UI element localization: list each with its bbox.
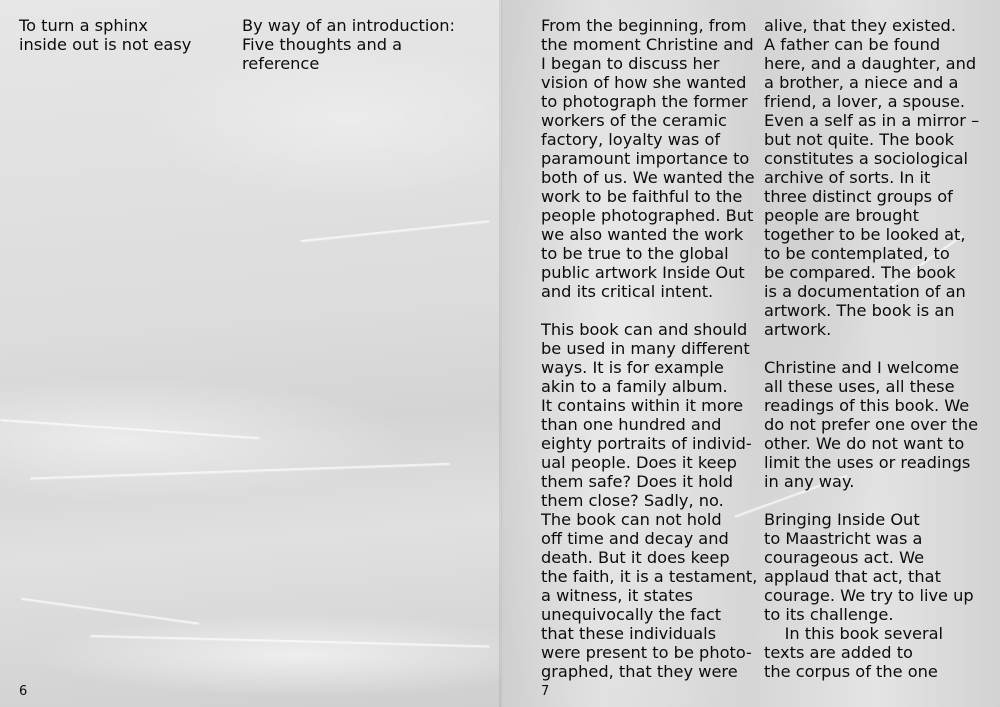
body-text-column-left: From the beginning, from the moment Christine and I began to discuss her vision of how she wanted to photograph the former workers of the ceramic factory, loyalty was of paramount importance to both of us. We wanted the work to be faithful to the people photographed. But we also wanted the work to be true to the global public artwork Inside Out and its critical intent. This book can and should be used in many different ways. It is for example akin to a family album. It contains within it more than one hundred and eighty portraits of individ- ual people. Does it keep them safe? Does it hold them close? Sadly, no. The book can not hold off time and decay and death. But it does keep the faith, it is a testament, a witness, it states unequivocally the fact that these individuals were present to be photo- graphed, that they were — [541, 16, 758, 681]
paper-crease — [90, 635, 490, 648]
right-page — [501, 0, 1000, 707]
chapter-subtitle: By way of an introduction: Five thoughts and a reference — [242, 16, 455, 73]
paper-crease — [21, 597, 200, 625]
paper-crease — [0, 419, 260, 440]
chapter-title: To turn a sphinx inside out is not easy — [19, 16, 192, 54]
page-number-right: 7 — [541, 684, 550, 699]
paper-crease — [300, 220, 489, 243]
book-gutter — [499, 0, 503, 707]
paper-crease — [30, 463, 450, 481]
page-number-left: 6 — [19, 684, 28, 699]
body-text-column-right: alive, that they existed. A father can be found here, and a daughter, and a brother, a niece and a friend, a lover, a spouse. Even a self as in a mirror – but not quite. The book constitutes a sociological archive of sorts. In it three distinct groups of people are brought together to be looked at, to be contemplated, to be compared. The book is a documentation of an artwork. The book is an artwork. Christine and I welcome all these uses, all these readings of this book. We do not prefer one over the other. We do not want to limit the uses or readings in any way. Bringing Inside Out to Maastricht was a courageous act. We applaud that act, that courage. We try to live up to its challenge. In this book several texts are added to the corpus of the one — [764, 16, 980, 681]
